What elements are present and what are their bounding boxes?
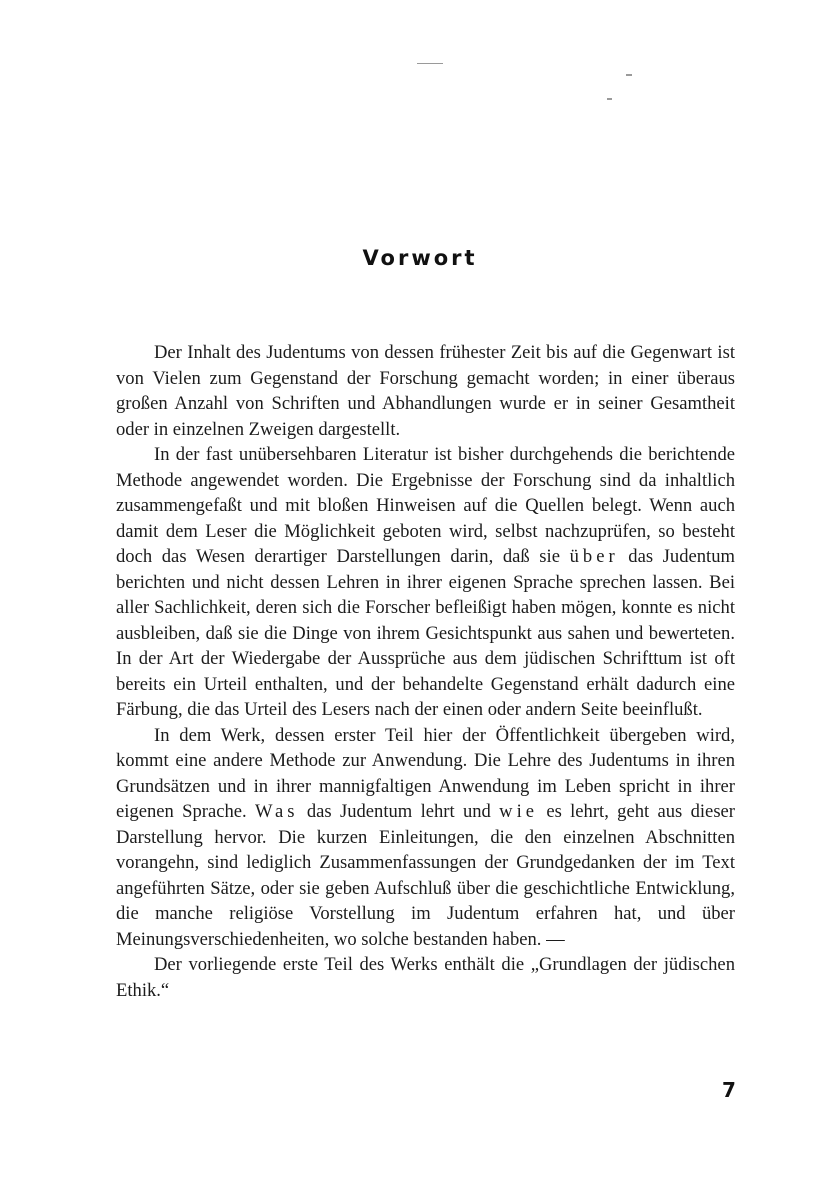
paragraph-text: In der fast unübersehbaren Literatur ist bisher durchgehends die berichtende Methode angewendet worden. Die Ergebnisse der Forschung sind da inhaltlich zusammengefaßt und mit bloßen Hinweisen auf die Quellen belegt. Wenn auch damit dem Leser die Möglichkeit geboten wird, selbst nachzuprüfen, so besteht doch das Wesen derartiger Darstellungen darin, daß sie — [116, 444, 735, 567]
scan-speck — [417, 63, 443, 64]
scan-speck — [607, 98, 612, 100]
paragraph — [116, 723, 735, 953]
emphasized-word: wie — [499, 801, 539, 822]
paragraph-text: es lehrt, geht aus dieser Darstellung hervor. Die kurzen Einleitungen, die den einzelnen Abschnitten vorangehn, sind lediglich Zusammenfassungen der Grundgedanken der im Text angeführten Sätze, oder sie geben Aufschluß über die geschichtliche Entwicklung, die manche religiöse Vorstellung im Judentum erfahren hat, und über Meinungsverschiedenheiten, wo solche bestanden haben. — — [116, 801, 735, 950]
emphasized-word: Was — [254, 801, 299, 822]
body-text — [116, 340, 735, 1003]
scan-speck — [626, 74, 632, 76]
page-number: 7 — [722, 1078, 736, 1102]
paragraph-text: das Judentum berichten und nicht dessen Lehren in ihrer eigenen Sprache sprechen lassen. Bei aller Sachlichkeit, deren sich die Forscher befleißigt haben mögen, konnte es nicht ausbleiben, daß sie die Dinge von ihrem Gesichtspunkt aus sahen und bewerteten. In der Art der Wiedergabe der Aussprüche aus dem jüdischen Schrifttum ist oft bereits ein Urteil enthalten, und der behandelte Gegenstand erhält dadurch eine Färbung, die das Urteil des Lesers nach der einen oder andern Seite beeinflußt. — [116, 546, 735, 720]
paragraph — [116, 442, 735, 723]
paragraph-text: das Judentum lehrt und — [306, 801, 491, 822]
paragraph — [116, 952, 735, 1003]
page-title: Vorwort — [362, 246, 478, 270]
emphasized-word: über — [569, 546, 619, 567]
paragraph-text: In dem Werk, dessen erster Teil hier der Öffentlichkeit übergeben wird, kommt eine andere Methode zur Anwendung. Die Lehre des Judentums in ihren Grundsätzen und in ihrer mannigfaltigen Anwendung im Leben spricht in ihrer eigenen Sprache. — [116, 724, 735, 822]
paragraph-text: Der Inhalt des Judentums von dessen frühester Zeit bis auf die Gegenwart ist von Vielen zum Gegenstand der Forschung gemacht worden; in einer überaus großen Anzahl von Schriften und Abhandlungen wurde er in seiner Gesamtheit oder in einzelnen Zweigen dargestellt. — [116, 342, 735, 440]
paragraph-text: Der vorliegende erste Teil des Werks enthält die „Grundlagen der jüdischen Ethik.“ — [116, 954, 735, 1001]
paragraph — [116, 340, 735, 442]
